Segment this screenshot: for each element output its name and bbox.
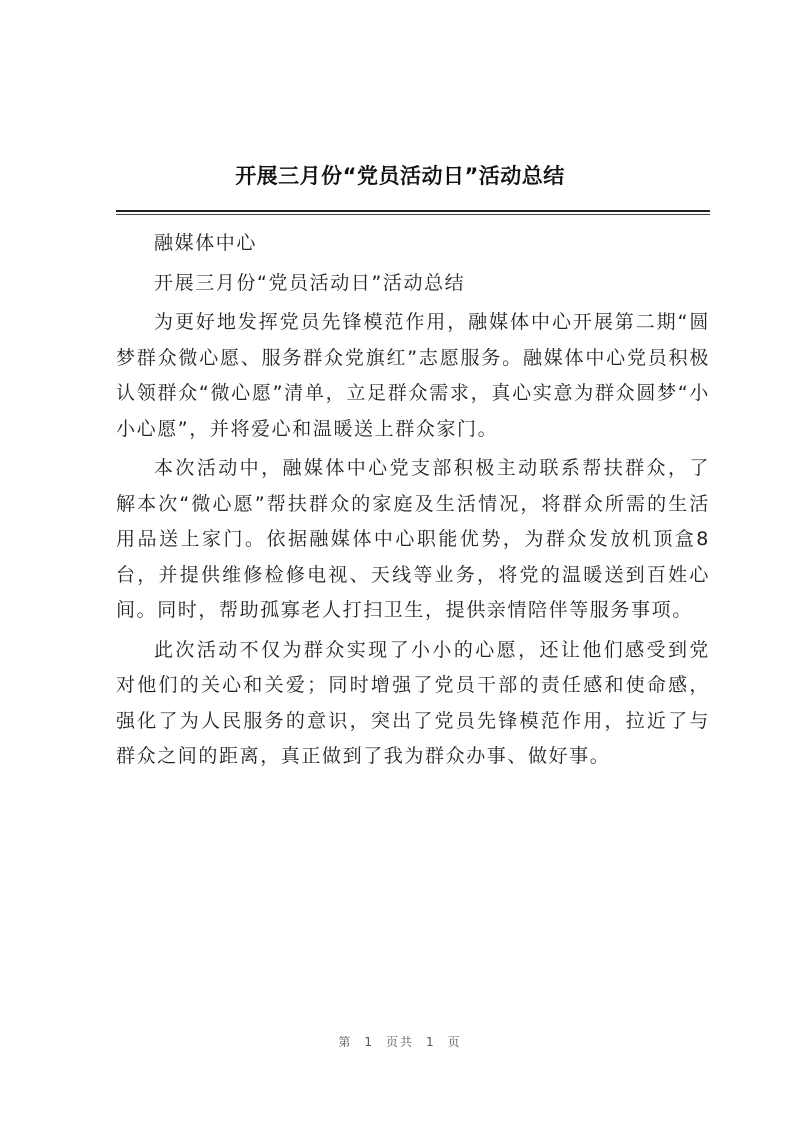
document-body bbox=[116, 226, 710, 779]
paragraph-intro: 为更好地发挥党员先锋模范作用，融媒体中心开展第二期“圆梦群众微心愿、服务群众党旗红”志愿服务。融媒体中心党员积极认领群众“微心愿”清单，立足群众需求，真心实意为群众圆梦“小小心愿”，并将爱心和温暖送上群众家门。 bbox=[116, 311, 710, 440]
footer-suffix: 页 bbox=[447, 1035, 462, 1049]
paragraph-conclusion: 此次活动不仅为群众实现了小小的心愿，还让他们感受到党对他们的关心和关爱；同时增强了党员干部的责任感和使命感，强化了为人民服务的意识，突出了党员先锋模范作用，拉近了与群众之间的距离，真正做到了我为群众办事、做好事。 bbox=[116, 638, 710, 767]
footer-mid: 页共 bbox=[385, 1035, 414, 1049]
footer-current-page: 1 bbox=[364, 1035, 374, 1049]
document-title: 开展三月份“党员活动日”活动总结 bbox=[235, 164, 565, 188]
page-footer bbox=[0, 1033, 800, 1050]
footer-prefix: 第 bbox=[338, 1035, 353, 1049]
title-divider-thick bbox=[116, 210, 710, 212]
paragraph-activities: 本次活动中，融媒体中心党支部积极主动联系帮扶群众，了解本次“微心愿”帮扶群众的家庭及生活情况，将群众所需的生活用品送上家门。依据融媒体中心职能优势，为群众发放机顶盒8台，并提供维修检修电视、天线等业务，将党的温暖送到百姓心间。同时，帮助孤寡老人打扫卫生，提供亲情陪伴等服务事项。 bbox=[116, 457, 710, 621]
paragraph-subtitle: 开展三月份“党员活动日”活动总结 bbox=[154, 271, 466, 294]
title-divider-thin bbox=[116, 214, 710, 215]
footer-total-pages: 1 bbox=[426, 1035, 436, 1049]
paragraph-organization: 融媒体中心 bbox=[154, 232, 258, 254]
